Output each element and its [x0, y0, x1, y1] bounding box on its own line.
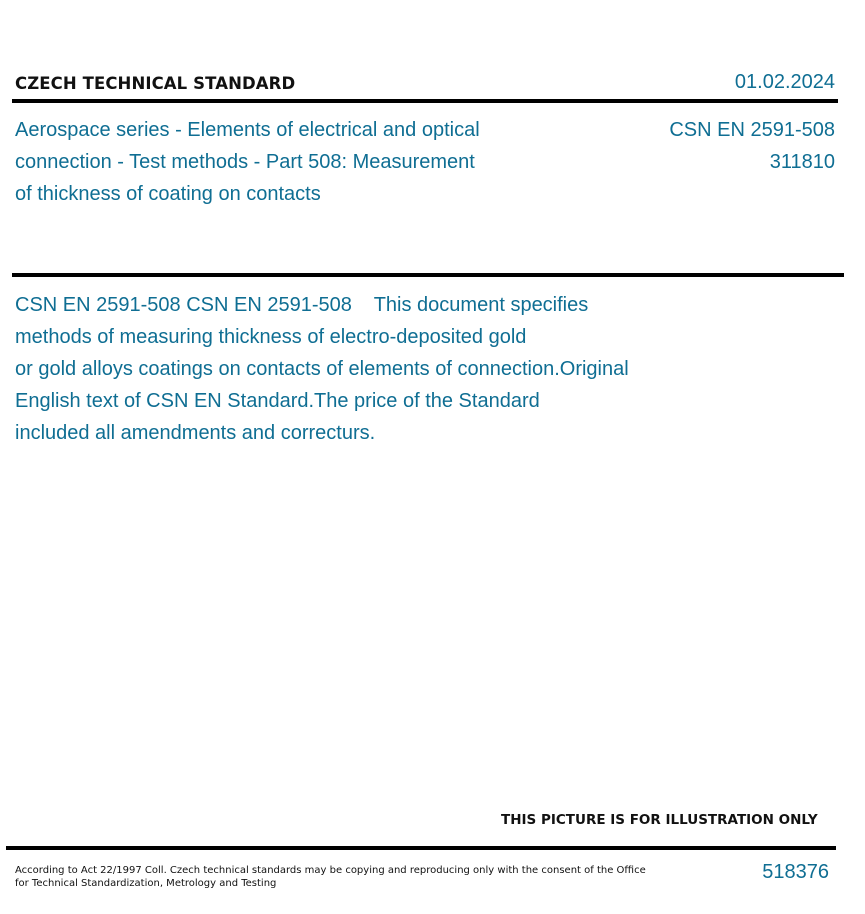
catalog-number: 311810 — [769, 151, 835, 173]
document-type-title: CZECH TECHNICAL STANDARD — [15, 74, 296, 93]
standard-title-line: of thickness of coating on contacts — [15, 183, 321, 205]
standard-title-line: Aerospace series - Elements of electrical and optical — [15, 119, 480, 141]
abstract-text — [15, 289, 715, 449]
standard-title — [15, 114, 575, 210]
standard-designation: CSN EN 2591-508 — [669, 119, 835, 141]
illustration-note: THIS PICTURE IS FOR ILLUSTRATION ONLY — [501, 812, 818, 828]
abstract-line: included all amendments and correcturs. — [15, 422, 376, 444]
footer-rule — [6, 846, 836, 850]
abstract-line: CSN EN 2591-508 CSN EN 2591-508 This document specifies — [15, 294, 589, 316]
abstract-line: English text of CSN EN Standard.The price of the Standard — [15, 390, 540, 412]
standard-codes — [669, 114, 835, 178]
footer-number: 518376 — [762, 861, 829, 883]
legal-notice-line: for Technical Standardization, Metrology and Testing — [15, 878, 277, 889]
abstract-line: or gold alloys coatings on contacts of elements of connection.Original — [15, 358, 629, 380]
section-rule — [12, 273, 844, 277]
header-rule — [12, 99, 838, 103]
publication-date: 01.02.2024 — [734, 71, 835, 93]
legal-notice-line: According to Act 22/1997 Coll. Czech technical standards may be copying and reproducing only with the consent of the Office — [15, 865, 646, 876]
legal-notice — [15, 864, 646, 890]
standard-title-line: connection - Test methods - Part 508: Measurement — [15, 151, 475, 173]
abstract-line: methods of measuring thickness of electro-deposited gold — [15, 326, 527, 348]
